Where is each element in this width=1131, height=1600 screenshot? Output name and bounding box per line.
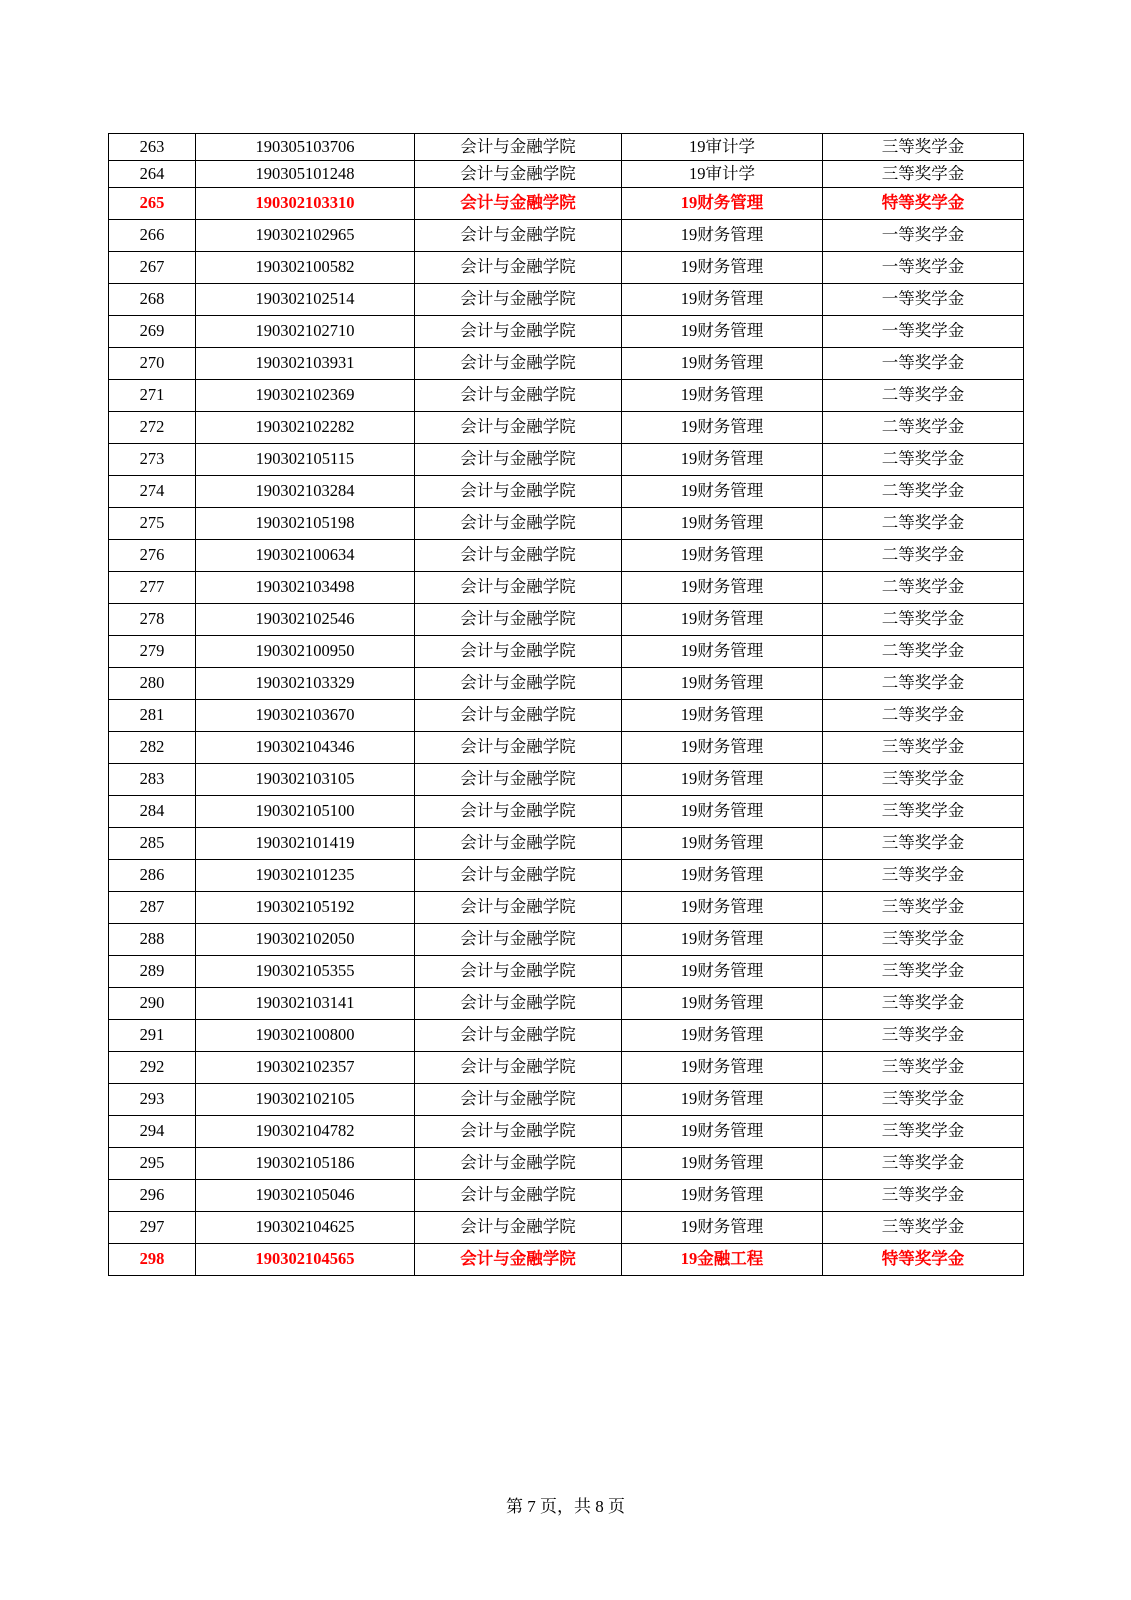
table-row xyxy=(109,444,1024,476)
student-id-cell: 190302102105 xyxy=(196,1084,415,1116)
award-level-cell: 二等奖学金 xyxy=(823,572,1024,604)
student-id-cell: 190302105186 xyxy=(196,1148,415,1180)
student-id-cell: 190302103498 xyxy=(196,572,415,604)
row-index-cell: 264 xyxy=(109,161,196,188)
student-id-cell: 190302102357 xyxy=(196,1052,415,1084)
college-cell: 会计与金融学院 xyxy=(415,732,622,764)
award-level-cell: 三等奖学金 xyxy=(823,924,1024,956)
college-cell: 会计与金融学院 xyxy=(415,956,622,988)
student-id-cell: 190302102282 xyxy=(196,412,415,444)
college-cell: 会计与金融学院 xyxy=(415,764,622,796)
award-level-cell: 三等奖学金 xyxy=(823,1180,1024,1212)
row-index-cell: 269 xyxy=(109,316,196,348)
college-cell: 会计与金融学院 xyxy=(415,1180,622,1212)
row-index-cell: 278 xyxy=(109,604,196,636)
row-index-cell: 291 xyxy=(109,1020,196,1052)
major-class-cell: 19财务管理 xyxy=(622,1052,823,1084)
row-index-cell: 292 xyxy=(109,1052,196,1084)
student-id-cell: 190302103670 xyxy=(196,700,415,732)
student-id-cell: 190302101419 xyxy=(196,828,415,860)
row-index-cell: 298 xyxy=(109,1244,196,1276)
award-level-cell: 三等奖学金 xyxy=(823,1148,1024,1180)
table-row xyxy=(109,988,1024,1020)
college-cell: 会计与金融学院 xyxy=(415,316,622,348)
award-level-cell: 二等奖学金 xyxy=(823,444,1024,476)
row-index-cell: 276 xyxy=(109,540,196,572)
college-cell: 会计与金融学院 xyxy=(415,860,622,892)
major-class-cell: 19财务管理 xyxy=(622,444,823,476)
college-cell: 会计与金融学院 xyxy=(415,892,622,924)
award-level-cell: 二等奖学金 xyxy=(823,540,1024,572)
table-row xyxy=(109,956,1024,988)
major-class-cell: 19财务管理 xyxy=(622,1148,823,1180)
table-row xyxy=(109,1116,1024,1148)
college-cell: 会计与金融学院 xyxy=(415,1084,622,1116)
row-index-cell: 297 xyxy=(109,1212,196,1244)
college-cell: 会计与金融学院 xyxy=(415,134,622,161)
table-row xyxy=(109,220,1024,252)
table-row xyxy=(109,284,1024,316)
row-index-cell: 289 xyxy=(109,956,196,988)
student-id-cell: 190302103105 xyxy=(196,764,415,796)
table-row xyxy=(109,476,1024,508)
row-index-cell: 290 xyxy=(109,988,196,1020)
student-id-cell: 190302102546 xyxy=(196,604,415,636)
major-class-cell: 19财务管理 xyxy=(622,988,823,1020)
row-index-cell: 293 xyxy=(109,1084,196,1116)
award-level-cell: 一等奖学金 xyxy=(823,220,1024,252)
row-index-cell: 284 xyxy=(109,796,196,828)
student-id-cell: 190302105100 xyxy=(196,796,415,828)
college-cell: 会计与金融学院 xyxy=(415,220,622,252)
major-class-cell: 19财务管理 xyxy=(622,828,823,860)
student-id-cell: 190302103141 xyxy=(196,988,415,1020)
major-class-cell: 19财务管理 xyxy=(622,476,823,508)
major-class-cell: 19财务管理 xyxy=(622,1084,823,1116)
award-level-cell: 一等奖学金 xyxy=(823,252,1024,284)
student-id-cell: 190302104565 xyxy=(196,1244,415,1276)
table-row xyxy=(109,764,1024,796)
major-class-cell: 19财务管理 xyxy=(622,604,823,636)
award-level-cell: 一等奖学金 xyxy=(823,316,1024,348)
row-index-cell: 263 xyxy=(109,134,196,161)
major-class-cell: 19财务管理 xyxy=(622,1180,823,1212)
award-level-cell: 三等奖学金 xyxy=(823,1116,1024,1148)
college-cell: 会计与金融学院 xyxy=(415,988,622,1020)
table-row xyxy=(109,1052,1024,1084)
major-class-cell: 19财务管理 xyxy=(622,1212,823,1244)
table-row xyxy=(109,572,1024,604)
row-index-cell: 296 xyxy=(109,1180,196,1212)
college-cell: 会计与金融学院 xyxy=(415,700,622,732)
row-index-cell: 272 xyxy=(109,412,196,444)
award-level-cell: 三等奖学金 xyxy=(823,1212,1024,1244)
student-id-cell: 190302100634 xyxy=(196,540,415,572)
student-id-cell: 190302101235 xyxy=(196,860,415,892)
major-class-cell: 19财务管理 xyxy=(622,508,823,540)
major-class-cell: 19财务管理 xyxy=(622,1020,823,1052)
college-cell: 会计与金融学院 xyxy=(415,252,622,284)
major-class-cell: 19审计学 xyxy=(622,134,823,161)
college-cell: 会计与金融学院 xyxy=(415,284,622,316)
college-cell: 会计与金融学院 xyxy=(415,1116,622,1148)
major-class-cell: 19财务管理 xyxy=(622,348,823,380)
student-id-cell: 190302103310 xyxy=(196,188,415,220)
college-cell: 会计与金融学院 xyxy=(415,604,622,636)
table-row xyxy=(109,1148,1024,1180)
table-row xyxy=(109,924,1024,956)
page-footer: 第 7 页，共 8 页 xyxy=(506,1497,625,1516)
table-row xyxy=(109,828,1024,860)
college-cell: 会计与金融学院 xyxy=(415,540,622,572)
award-level-cell: 一等奖学金 xyxy=(823,348,1024,380)
award-level-cell: 三等奖学金 xyxy=(823,892,1024,924)
table-row xyxy=(109,1244,1024,1276)
award-level-cell: 三等奖学金 xyxy=(823,1020,1024,1052)
row-index-cell: 273 xyxy=(109,444,196,476)
table-body xyxy=(109,134,1024,1276)
award-level-cell: 特等奖学金 xyxy=(823,1244,1024,1276)
award-level-cell: 二等奖学金 xyxy=(823,668,1024,700)
row-index-cell: 294 xyxy=(109,1116,196,1148)
college-cell: 会计与金融学院 xyxy=(415,1212,622,1244)
table-row xyxy=(109,668,1024,700)
table-row xyxy=(109,316,1024,348)
row-index-cell: 265 xyxy=(109,188,196,220)
table-row xyxy=(109,604,1024,636)
student-id-cell: 190302100582 xyxy=(196,252,415,284)
college-cell: 会计与金融学院 xyxy=(415,1244,622,1276)
student-id-cell: 190302102050 xyxy=(196,924,415,956)
row-index-cell: 279 xyxy=(109,636,196,668)
row-index-cell: 281 xyxy=(109,700,196,732)
table-row xyxy=(109,796,1024,828)
major-class-cell: 19财务管理 xyxy=(622,956,823,988)
major-class-cell: 19财务管理 xyxy=(622,892,823,924)
student-id-cell: 190302105115 xyxy=(196,444,415,476)
student-id-cell: 190302100950 xyxy=(196,636,415,668)
student-id-cell: 190302104625 xyxy=(196,1212,415,1244)
student-id-cell: 190305101248 xyxy=(196,161,415,188)
college-cell: 会计与金融学院 xyxy=(415,348,622,380)
table-row xyxy=(109,252,1024,284)
major-class-cell: 19财务管理 xyxy=(622,796,823,828)
award-level-cell: 三等奖学金 xyxy=(823,732,1024,764)
award-level-cell: 特等奖学金 xyxy=(823,188,1024,220)
table-row xyxy=(109,508,1024,540)
student-id-cell: 190302100800 xyxy=(196,1020,415,1052)
college-cell: 会计与金融学院 xyxy=(415,1052,622,1084)
scholarship-table xyxy=(108,133,1024,1276)
table-row xyxy=(109,188,1024,220)
college-cell: 会计与金融学院 xyxy=(415,828,622,860)
row-index-cell: 288 xyxy=(109,924,196,956)
student-id-cell: 190302103931 xyxy=(196,348,415,380)
major-class-cell: 19财务管理 xyxy=(622,220,823,252)
major-class-cell: 19财务管理 xyxy=(622,636,823,668)
row-index-cell: 280 xyxy=(109,668,196,700)
student-id-cell: 190302105046 xyxy=(196,1180,415,1212)
student-id-cell: 190302102514 xyxy=(196,284,415,316)
row-index-cell: 267 xyxy=(109,252,196,284)
college-cell: 会计与金融学院 xyxy=(415,572,622,604)
table-row xyxy=(109,161,1024,188)
major-class-cell: 19财务管理 xyxy=(622,924,823,956)
major-class-cell: 19财务管理 xyxy=(622,540,823,572)
student-id-cell: 190302102710 xyxy=(196,316,415,348)
student-id-cell: 190302105192 xyxy=(196,892,415,924)
major-class-cell: 19财务管理 xyxy=(622,380,823,412)
college-cell: 会计与金融学院 xyxy=(415,444,622,476)
award-level-cell: 三等奖学金 xyxy=(823,828,1024,860)
award-level-cell: 二等奖学金 xyxy=(823,700,1024,732)
major-class-cell: 19财务管理 xyxy=(622,732,823,764)
table-row xyxy=(109,892,1024,924)
college-cell: 会计与金融学院 xyxy=(415,380,622,412)
row-index-cell: 285 xyxy=(109,828,196,860)
award-level-cell: 二等奖学金 xyxy=(823,476,1024,508)
college-cell: 会计与金融学院 xyxy=(415,924,622,956)
student-id-cell: 190302104346 xyxy=(196,732,415,764)
college-cell: 会计与金融学院 xyxy=(415,161,622,188)
major-class-cell: 19财务管理 xyxy=(622,572,823,604)
row-index-cell: 277 xyxy=(109,572,196,604)
major-class-cell: 19财务管理 xyxy=(622,1116,823,1148)
award-level-cell: 三等奖学金 xyxy=(823,161,1024,188)
table-row xyxy=(109,700,1024,732)
student-id-cell: 190302105355 xyxy=(196,956,415,988)
row-index-cell: 268 xyxy=(109,284,196,316)
table-row xyxy=(109,636,1024,668)
student-id-cell: 190302102965 xyxy=(196,220,415,252)
award-level-cell: 三等奖学金 xyxy=(823,860,1024,892)
major-class-cell: 19财务管理 xyxy=(622,764,823,796)
award-level-cell: 三等奖学金 xyxy=(823,988,1024,1020)
student-id-cell: 190302103329 xyxy=(196,668,415,700)
table-row xyxy=(109,1212,1024,1244)
award-level-cell: 三等奖学金 xyxy=(823,764,1024,796)
college-cell: 会计与金融学院 xyxy=(415,412,622,444)
table-row xyxy=(109,348,1024,380)
major-class-cell: 19财务管理 xyxy=(622,316,823,348)
major-class-cell: 19财务管理 xyxy=(622,188,823,220)
major-class-cell: 19审计学 xyxy=(622,161,823,188)
major-class-cell: 19财务管理 xyxy=(622,860,823,892)
row-index-cell: 295 xyxy=(109,1148,196,1180)
major-class-cell: 19金融工程 xyxy=(622,1244,823,1276)
award-level-cell: 二等奖学金 xyxy=(823,636,1024,668)
award-level-cell: 三等奖学金 xyxy=(823,134,1024,161)
table-row xyxy=(109,540,1024,572)
award-level-cell: 二等奖学金 xyxy=(823,508,1024,540)
row-index-cell: 270 xyxy=(109,348,196,380)
college-cell: 会计与金融学院 xyxy=(415,476,622,508)
award-level-cell: 二等奖学金 xyxy=(823,380,1024,412)
row-index-cell: 275 xyxy=(109,508,196,540)
student-id-cell: 190305103706 xyxy=(196,134,415,161)
scholarship-table-container xyxy=(108,133,1023,1276)
award-level-cell: 三等奖学金 xyxy=(823,1084,1024,1116)
row-index-cell: 286 xyxy=(109,860,196,892)
college-cell: 会计与金融学院 xyxy=(415,188,622,220)
college-cell: 会计与金融学院 xyxy=(415,1148,622,1180)
row-index-cell: 282 xyxy=(109,732,196,764)
award-level-cell: 三等奖学金 xyxy=(823,796,1024,828)
college-cell: 会计与金融学院 xyxy=(415,1020,622,1052)
college-cell: 会计与金融学院 xyxy=(415,668,622,700)
table-row xyxy=(109,380,1024,412)
table-row xyxy=(109,860,1024,892)
award-level-cell: 一等奖学金 xyxy=(823,284,1024,316)
college-cell: 会计与金融学院 xyxy=(415,796,622,828)
table-row xyxy=(109,1180,1024,1212)
award-level-cell: 二等奖学金 xyxy=(823,412,1024,444)
student-id-cell: 190302102369 xyxy=(196,380,415,412)
row-index-cell: 266 xyxy=(109,220,196,252)
student-id-cell: 190302104782 xyxy=(196,1116,415,1148)
major-class-cell: 19财务管理 xyxy=(622,700,823,732)
row-index-cell: 287 xyxy=(109,892,196,924)
student-id-cell: 190302103284 xyxy=(196,476,415,508)
major-class-cell: 19财务管理 xyxy=(622,284,823,316)
major-class-cell: 19财务管理 xyxy=(622,668,823,700)
row-index-cell: 271 xyxy=(109,380,196,412)
row-index-cell: 274 xyxy=(109,476,196,508)
college-cell: 会计与金融学院 xyxy=(415,636,622,668)
student-id-cell: 190302105198 xyxy=(196,508,415,540)
table-row xyxy=(109,134,1024,161)
award-level-cell: 三等奖学金 xyxy=(823,1052,1024,1084)
award-level-cell: 二等奖学金 xyxy=(823,604,1024,636)
major-class-cell: 19财务管理 xyxy=(622,252,823,284)
row-index-cell: 283 xyxy=(109,764,196,796)
table-row xyxy=(109,1020,1024,1052)
table-row xyxy=(109,412,1024,444)
table-row xyxy=(109,732,1024,764)
major-class-cell: 19财务管理 xyxy=(622,412,823,444)
award-level-cell: 三等奖学金 xyxy=(823,956,1024,988)
table-row xyxy=(109,1084,1024,1116)
college-cell: 会计与金融学院 xyxy=(415,508,622,540)
